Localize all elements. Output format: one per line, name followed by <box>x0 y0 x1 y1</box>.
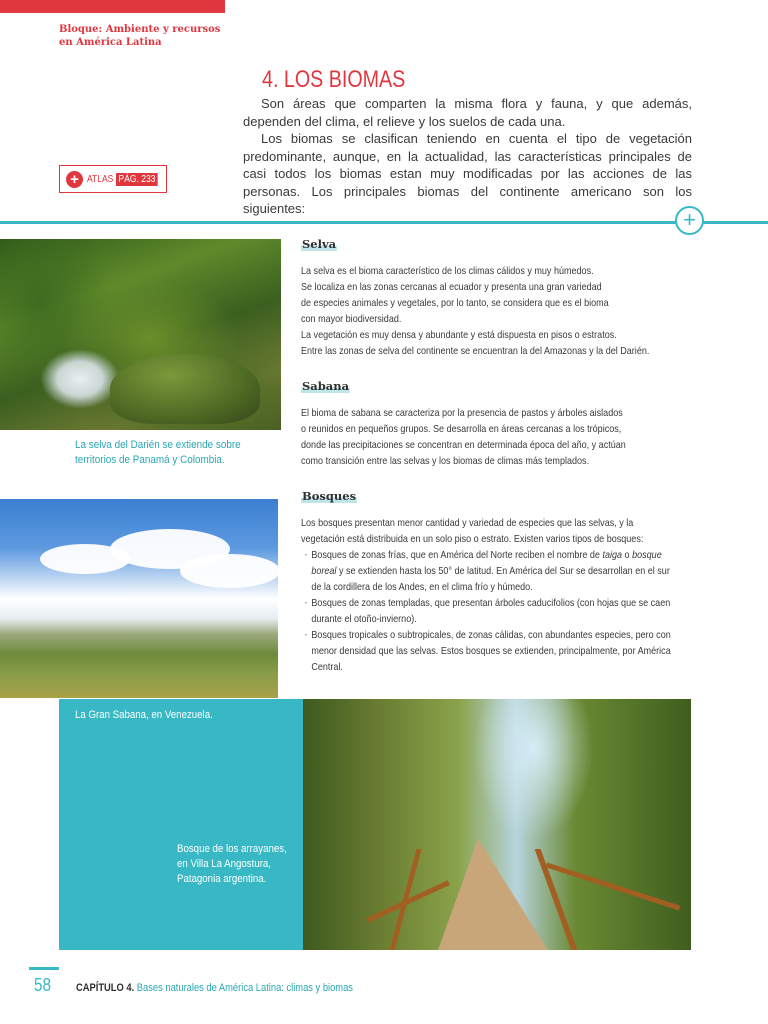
selva-text <box>301 263 671 359</box>
section-divider <box>0 221 768 224</box>
chapter-footer <box>76 982 353 994</box>
selva-line: La vegetación es muy densa y abundante y está dispuesta en pisos o estratos. <box>301 329 617 341</box>
sabana-line: El bioma de sabana se caracteriza por la presencia de pastos y árboles aislados <box>301 407 623 419</box>
plus-icon: + <box>66 171 83 188</box>
boardwalk-shape <box>438 839 548 950</box>
railing-shape <box>546 862 681 910</box>
bosques-line: Los bosques presentan menor cantidad y variedad de especies que las selvas, y la <box>301 517 634 529</box>
atlas-reference-button[interactable] <box>59 165 167 193</box>
block-label-line1: Bloque: Ambiente y recursos <box>59 24 221 35</box>
boreal-term: bosque boreal <box>311 549 662 577</box>
list-item: · Bosques de zonas frías, que en América del Norte reciben el nombre de taiga o bosque boreal y se extienden hasta los 50° de latitud. En América del Sur se desarrollan en el sur de la cordillera de los Andes, en el clima frío y húmedo. <box>301 547 671 595</box>
sabana-text <box>301 405 671 469</box>
intro-paragraph-1: Son áreas que comparten la misma flora y fauna, y que además, dependen del clima, el relieve y los suelos de cada una. <box>243 96 692 129</box>
atlas-label: ATLAS <box>87 173 114 185</box>
expand-plus-icon[interactable]: + <box>675 206 704 235</box>
block-label-line2: en América Latina <box>59 37 162 48</box>
sabana-line: donde las precipitaciones se concentran en determinada época del año, y actúan <box>301 439 626 451</box>
atlas-page: PÁG. 233 <box>116 173 158 186</box>
cloud-shape <box>180 554 278 588</box>
waterfall-shape <box>40 349 120 409</box>
top-red-bar <box>0 0 225 13</box>
intro-text <box>243 95 692 218</box>
caption-panel <box>59 699 303 950</box>
taiga-term: taiga <box>602 549 623 561</box>
selva-line: Se localiza en las zonas cercanas al ecuador y presenta una gran variedad <box>301 281 602 293</box>
block-label <box>59 23 259 49</box>
bosques-text <box>301 515 671 675</box>
selva-line: Entre las zonas de selva del continente se encuentran la del Amazonas y la del Darién. <box>301 345 650 357</box>
mossy-rock-shape <box>110 354 260 424</box>
bosques-list <box>301 547 671 675</box>
page-title: 4. LOS BIOMAS <box>262 66 406 93</box>
selva-caption: La selva del Darién se extiende sobre territorios de Panamá y Colombia. <box>75 439 241 466</box>
sabana-heading: Sabana <box>302 379 350 393</box>
bosque-caption: Bosque de los arrayanes, en Villa La Angostura, Patagonia argentina. <box>177 843 287 885</box>
chapter-label: CAPÍTULO 4. <box>76 982 135 994</box>
sabana-line: o reunidos en pequeños grupos. Se desarrolla en áreas cercanas a los trópicos, <box>301 423 622 435</box>
list-item: · Bosques de zonas templadas, que presentan árboles caducifolios (con hojas que se caen durante el otoño-invierno). <box>301 595 671 627</box>
selva-line: con mayor biodiversidad. <box>301 313 402 325</box>
bosque-photo <box>303 699 691 950</box>
list-item: · Bosques tropicales o subtropicales, de zonas cálidas, con abundantes especies, pero con menor densidad que las selvas. Estos bosques se extienden, principalmente, por América Central. <box>301 627 671 675</box>
sabana-line: como transición entre las selvas y los biomas de climas más templados. <box>301 455 590 467</box>
sabana-photo <box>0 499 278 698</box>
intro-paragraph-2: Los biomas se clasifican teniendo en cuenta el tipo de vegetación predominante, aunque, en la actualidad, las características principales de casi todos los biomas estan muy modificadas por las acciones de las personas. Los principales biomas del continente americano son los siguientes: <box>243 131 692 216</box>
page-number-bar <box>29 967 59 970</box>
selva-line: de especies animales y vegetales, por lo tanto, se considera que es el bioma <box>301 297 609 309</box>
selva-heading: Selva <box>302 237 337 251</box>
cloud-shape <box>40 544 130 574</box>
selva-photo <box>0 239 281 430</box>
bosques-line: vegetación está distribuida en un solo piso o estrato. Existen varios tipos de bosques: <box>301 533 644 545</box>
selva-line: La selva es el bioma característico de los climas cálidos y muy húmedos. <box>301 265 594 277</box>
chapter-title: Bases naturales de América Latina: climas y biomas <box>134 982 353 994</box>
sabana-caption: La Gran Sabana, en Venezuela. <box>75 709 213 721</box>
bosques-heading: Bosques <box>302 489 357 503</box>
page-number: 58 <box>34 975 52 995</box>
